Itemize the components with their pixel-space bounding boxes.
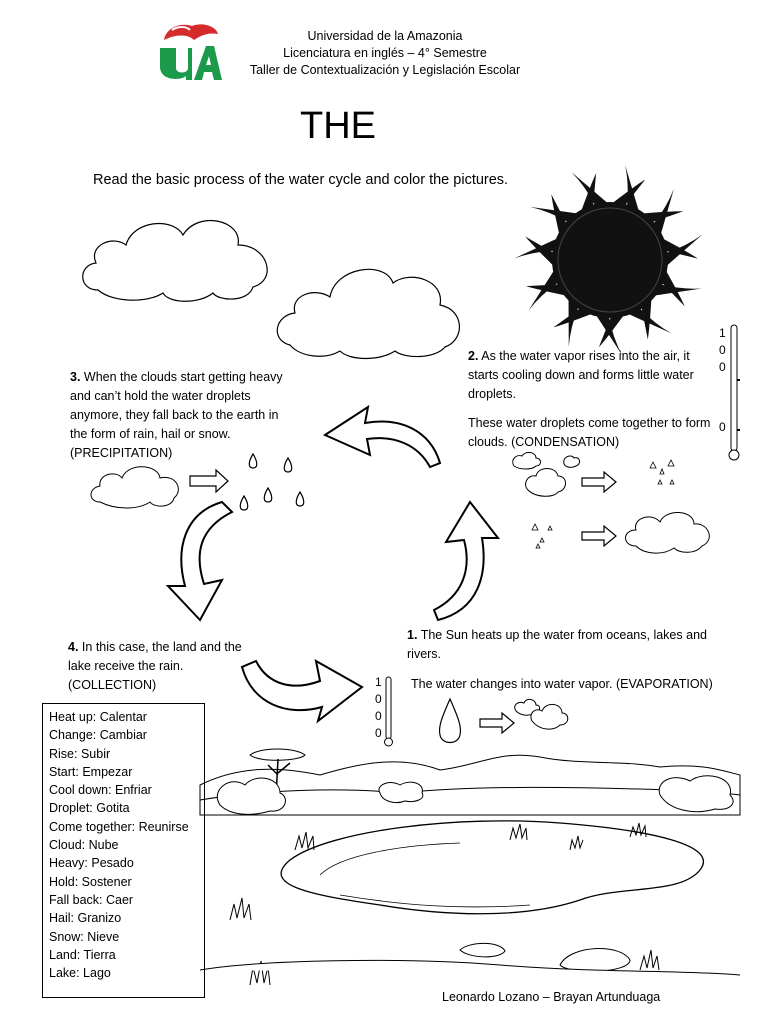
step-3-label: (PRECIPITATION) — [70, 446, 173, 460]
step-1-description — [407, 626, 722, 664]
cycle-arrow-bottom — [238, 655, 368, 725]
cloud-large-illustration — [78, 205, 278, 305]
step-3-text: When the clouds start getting heavy and can’t hold the water droplets anymore, they fall back to the earth in the form of rain, hail or snow. — [70, 370, 283, 441]
vocab-item: Change: Cambiar — [49, 728, 147, 743]
condensation-diagram — [510, 450, 735, 560]
therm-bottom-label-3: 0 — [375, 709, 382, 723]
page-title: THE — [300, 105, 376, 147]
header-line-3: Taller de Contextualización y Legislación Escolar — [249, 63, 521, 77]
precipitation-diagram — [88, 450, 308, 520]
vocab-item: Lake: Lago — [49, 966, 111, 981]
header-line-2: Licenciatura en inglés – 4° Semestre — [283, 46, 487, 60]
vocab-item: Heavy: Pesado — [49, 856, 134, 871]
thermometer-top-icon — [730, 324, 740, 462]
step-2-condensation: These water droplets come together to form clouds. (CONDENSATION) — [468, 416, 711, 449]
step-4-description — [68, 638, 253, 695]
vocab-item: Rise: Subir — [49, 746, 111, 761]
thermometer-top-labels — [719, 325, 726, 436]
instruction-text: Read the basic process of the water cycle and color the pictures. — [93, 172, 509, 188]
header-line-1: Universidad de la Amazonia — [307, 29, 463, 43]
vocab-item: Land: Tierra — [49, 947, 116, 962]
step-4-text: In this case, the land and the lake receive the rain. — [68, 640, 242, 673]
step-1-text: The Sun heats up the water from oceans, lakes and rivers. — [407, 628, 707, 661]
landscape-illustration — [200, 745, 740, 990]
therm-top-label-3: 0 — [719, 360, 726, 374]
vocab-item: Droplet: Gotita — [49, 801, 130, 816]
therm-top-label-2: 0 — [719, 343, 726, 357]
university-logo — [158, 18, 222, 82]
cycle-arrow-right — [432, 500, 502, 625]
thermometer-bottom-icon — [383, 676, 395, 748]
vocab-item: Start: Empezar — [49, 764, 133, 779]
step-2-text: As the water vapor rises into the air, it starts cooling down and forms little water droplets. — [468, 349, 694, 401]
thermometer-bottom-labels — [375, 674, 382, 742]
step-4-number: 4. — [68, 640, 79, 654]
sun-illustration — [510, 160, 710, 360]
therm-bottom-label-4: 0 — [375, 726, 382, 740]
step-3-description — [70, 368, 295, 463]
step-4-label: (COLLECTION) — [68, 678, 157, 692]
cycle-arrow-top — [320, 395, 445, 470]
vocab-item: Hail: Granizo — [49, 911, 122, 926]
therm-bottom-label-1: 1 — [375, 675, 382, 689]
vocab-item: Cloud: Nube — [49, 838, 119, 853]
step-1-evaporation: The water changes into water vapor. (EVAPORATION) — [411, 677, 713, 691]
therm-top-label-4: 0 — [719, 420, 726, 434]
institution-header — [230, 28, 540, 79]
vocab-item: Heat up: Calentar — [49, 710, 147, 724]
evaporation-diagram — [436, 695, 576, 750]
lake-illustration — [281, 821, 703, 914]
therm-top-label-1: 1 — [719, 326, 726, 340]
therm-bottom-label-2: 0 — [375, 692, 382, 706]
step-3-number: 3. — [70, 370, 81, 384]
step-2-number: 2. — [468, 349, 479, 363]
step-1-number: 1. — [407, 628, 418, 642]
vocab-item: Fall back: Caer — [49, 892, 134, 907]
authors-credit: Leonardo Lozano – Brayan Artunduaga — [442, 990, 661, 1004]
vocab-item: Come together: Reunirse — [49, 819, 189, 834]
vocabulary-box — [42, 703, 205, 998]
vocab-item: Hold: Sostener — [49, 874, 132, 889]
vocab-item: Snow: Nieve — [49, 929, 120, 944]
step-2-description — [468, 347, 703, 404]
cloud-medium-illustration — [275, 255, 465, 360]
vocab-item: Cool down: Enfriar — [49, 783, 152, 798]
